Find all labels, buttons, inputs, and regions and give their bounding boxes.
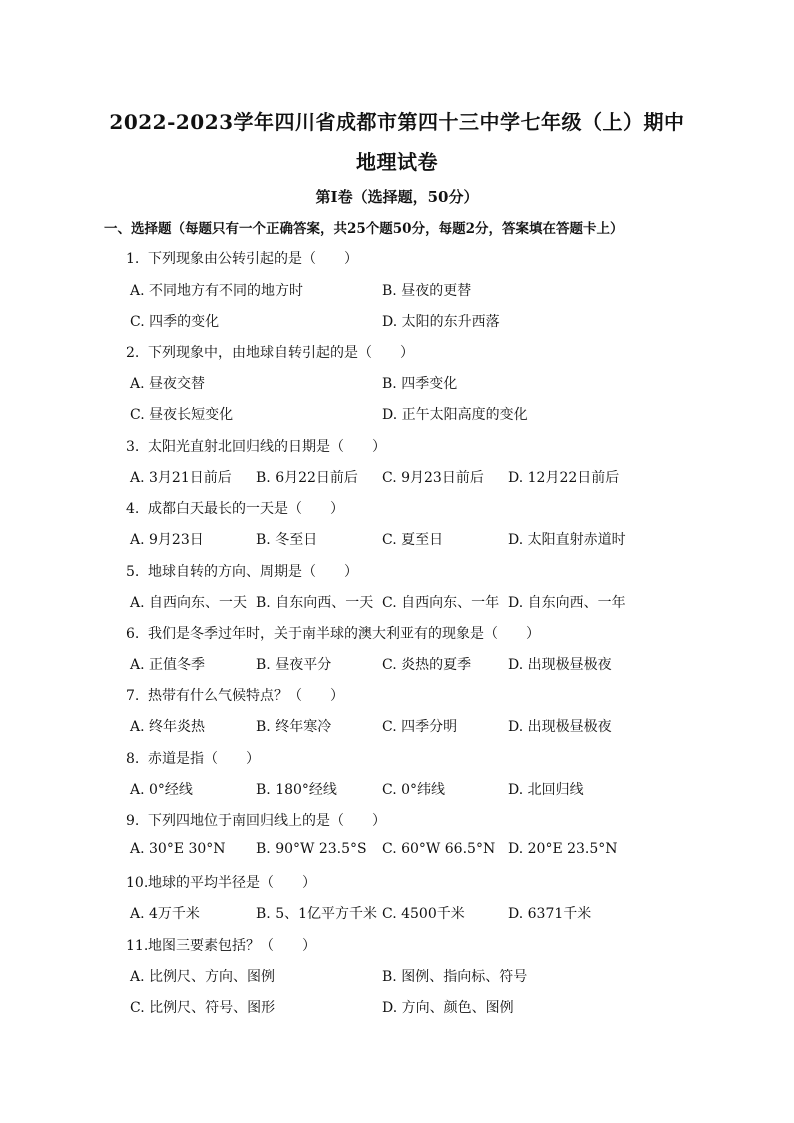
question-number: 4. xyxy=(126,501,140,517)
exam-title-line2: 地理试卷 xyxy=(356,150,438,174)
question-1 xyxy=(126,248,358,268)
question-text: 地球的平均半径是（ ） xyxy=(148,875,316,891)
option-c: C. 炎热的夏季 xyxy=(382,657,472,673)
option-a: A. 9月23日 xyxy=(130,532,204,548)
option-c: C. 自西向东、一年 xyxy=(382,595,500,611)
question-number: 1. xyxy=(126,251,140,267)
question-number: 8. xyxy=(126,751,140,767)
option-a: A. 比例尺、方向、图例 xyxy=(130,969,276,985)
question-text: 下列四地位于南回归线上的是（ ） xyxy=(148,813,386,829)
question-5 xyxy=(126,561,358,581)
question-text: 地图三要素包括？（ ） xyxy=(148,938,316,954)
option-c: C. 昼夜长短变化 xyxy=(130,407,234,423)
question-7 xyxy=(126,685,344,705)
section-instructions: 一、选择题（每题只有一个正确答案，共25个题50分，每题2分，答案填在答题卡上） xyxy=(104,221,624,237)
section-title: 第Ⅰ卷（选择题，50分） xyxy=(315,188,479,206)
option-c: C. 4500千米 xyxy=(382,906,465,922)
option-d: D. 自东向西、一年 xyxy=(508,595,626,611)
question-number: 11. xyxy=(126,938,149,954)
option-d: D. 出现极昼极夜 xyxy=(508,719,612,735)
option-d: D. 20°E 23.5°N xyxy=(508,841,618,857)
question-text: 太阳光直射北回归线的日期是（ ） xyxy=(148,439,386,455)
option-a: A. 终年炎热 xyxy=(130,719,206,735)
option-d: D. 出现极昼极夜 xyxy=(508,657,612,673)
option-b: B. 昼夜的更替 xyxy=(382,283,472,299)
option-d: D. 太阳的东升西落 xyxy=(382,314,500,330)
question-3 xyxy=(126,436,386,456)
question-text: 下列现象中，由地球自转引起的是（ ） xyxy=(148,345,414,361)
option-a: A. 30°E 30°N xyxy=(130,841,226,857)
option-a: A. 正值冬季 xyxy=(130,657,206,673)
option-c: C. 比例尺、符号、图形 xyxy=(130,1000,276,1016)
option-c: C. 9月23日前后 xyxy=(382,470,484,486)
option-a: A. 0°经线 xyxy=(130,782,193,798)
option-b: B. 180°经线 xyxy=(256,782,337,798)
option-b: B. 四季变化 xyxy=(382,376,458,392)
question-text: 热带有什么气候特点？（ ） xyxy=(148,688,344,704)
option-b: B. 5、1亿平方千米 xyxy=(256,906,378,922)
question-6 xyxy=(126,623,540,643)
question-text: 下列现象由公转引起的是（ ） xyxy=(148,251,358,267)
option-a: A. 4万千米 xyxy=(130,906,200,922)
option-b: B. 90°W 23.5°S xyxy=(256,841,367,857)
option-c: C. 0°纬线 xyxy=(382,782,446,798)
option-d: D. 正午太阳高度的变化 xyxy=(382,407,528,423)
question-number: 3. xyxy=(126,439,140,455)
question-4 xyxy=(126,498,344,518)
option-c: C. 夏至日 xyxy=(382,532,444,548)
option-d: D. 12月22日前后 xyxy=(508,470,620,486)
option-c: C. 60°W 66.5°N xyxy=(382,841,496,857)
question-number: 5. xyxy=(126,564,140,580)
question-9 xyxy=(126,810,386,830)
option-d: D. 方向、颜色、图例 xyxy=(382,1000,514,1016)
option-a: A. 自西向东、一天 xyxy=(130,595,248,611)
option-a: A. 不同地方有不同的地方时 xyxy=(130,283,304,299)
question-8 xyxy=(126,748,260,768)
question-2 xyxy=(126,342,414,362)
option-b: B. 6月22日前后 xyxy=(256,470,358,486)
question-number: 6. xyxy=(126,626,140,642)
question-text: 赤道是指（ ） xyxy=(148,751,260,767)
option-c: C. 四季的变化 xyxy=(130,314,220,330)
question-text: 地球自转的方向、周期是（ ） xyxy=(148,564,358,580)
option-b: B. 昼夜平分 xyxy=(256,657,332,673)
option-b: B. 图例、指向标、符号 xyxy=(382,969,528,985)
option-b: B. 自东向西、一天 xyxy=(256,595,374,611)
exam-title-line1: 2022-2023学年四川省成都市第四十三中学七年级（上）期中 xyxy=(109,110,685,134)
question-number: 9. xyxy=(126,813,140,829)
question-text: 成都白天最长的一天是（ ） xyxy=(148,501,344,517)
question-number: 10. xyxy=(126,875,149,891)
option-a: A. 3月21日前后 xyxy=(130,470,232,486)
option-d: D. 北回归线 xyxy=(508,782,584,798)
question-text: 我们是冬季过年时，关于南半球的澳大利亚有的现象是（ ） xyxy=(148,626,540,642)
question-10 xyxy=(126,872,316,892)
option-a: A. 昼夜交替 xyxy=(130,376,206,392)
question-number: 7. xyxy=(126,688,140,704)
option-d: D. 6371千米 xyxy=(508,906,592,922)
option-b: B. 冬至日 xyxy=(256,532,318,548)
option-c: C. 四季分明 xyxy=(382,719,458,735)
question-11 xyxy=(126,935,316,955)
option-b: B. 终年寒冷 xyxy=(256,719,332,735)
option-d: D. 太阳直射赤道时 xyxy=(508,532,626,548)
question-number: 2. xyxy=(126,345,140,361)
